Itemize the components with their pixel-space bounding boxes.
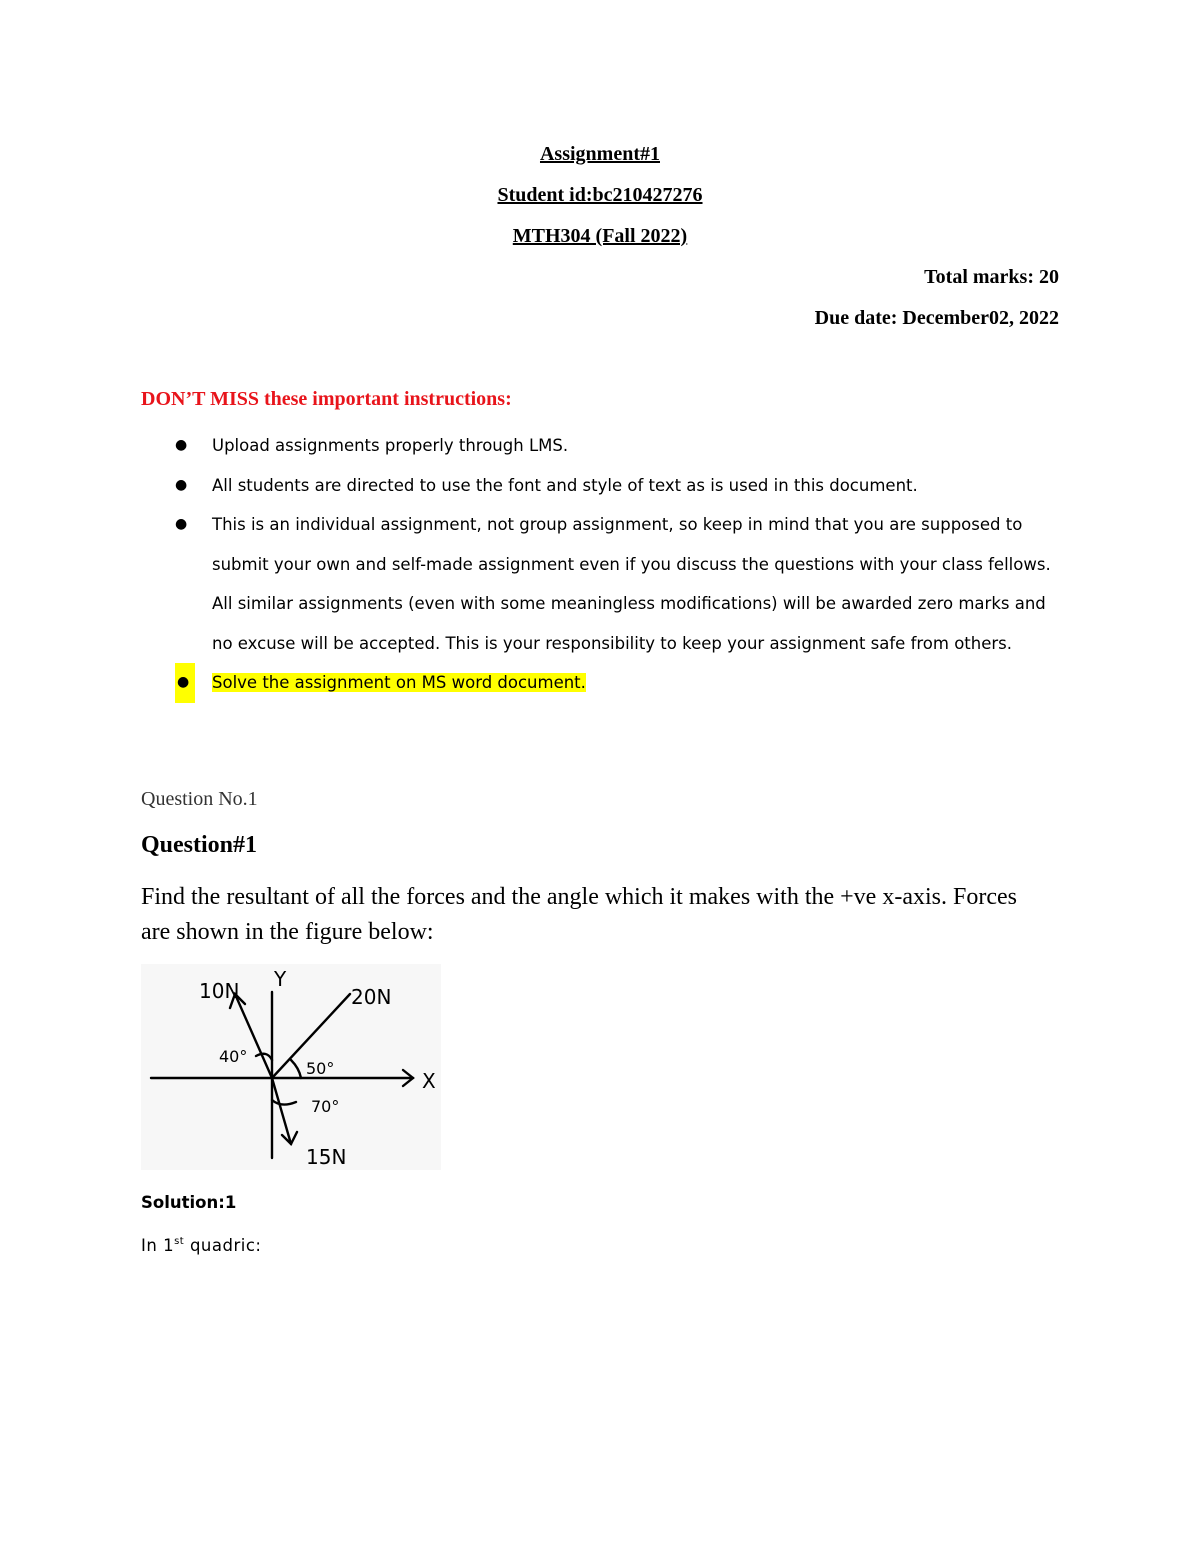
solution-line-prefix: In 1 bbox=[141, 1236, 175, 1255]
instruction-item bbox=[141, 426, 1061, 466]
instruction-item bbox=[141, 466, 1061, 506]
angle-label-50: 50° bbox=[306, 1059, 335, 1078]
bullet-icon: ● bbox=[175, 516, 188, 532]
solution-line-suffix: quadric: bbox=[184, 1236, 262, 1255]
due-date: Due date: December02, 2022 bbox=[814, 307, 1059, 329]
course-code: MTH304 (Fall 2022) bbox=[512, 225, 688, 247]
instruction-item bbox=[141, 505, 1061, 663]
instruction-text: This is an individual assignment, not group assignment, so keep in mind that you are supposed to submit your own and self-made assignment even if you discuss the questions with your class fellows. All similar assignments (even with some meaningless modifications) will be awarded zero marks and no excuse will be accepted. This is your responsibility to keep your assignment safe from others. bbox=[212, 515, 1051, 653]
angle-arc-70 bbox=[272, 1100, 296, 1105]
question-title: Question#1 bbox=[141, 832, 258, 858]
solution-line-sup: st bbox=[174, 1236, 185, 1247]
x-axis-label: X bbox=[422, 1069, 436, 1093]
question-text: Find the resultant of all the forces and the angle which it makes with the +ve x-axis. Forces are shown in the figure below: bbox=[141, 884, 1017, 945]
bullet-icon: ● bbox=[175, 476, 188, 493]
angle-label-40: 40° bbox=[219, 1047, 248, 1066]
instruction-text: Solve the assignment on MS word document. bbox=[212, 673, 586, 692]
bullet-icon: ● bbox=[175, 437, 188, 453]
instruction-text: All students are directed to use the font and style of text as is used in this document. bbox=[212, 475, 918, 495]
instructions-heading: DON’T MISS these important instructions: bbox=[141, 388, 512, 410]
assignment-title: Assignment#1 bbox=[539, 143, 660, 165]
angle-arc-50 bbox=[291, 1060, 301, 1078]
angle-label-70: 70° bbox=[311, 1097, 340, 1116]
solution-line bbox=[141, 1236, 261, 1255]
y-axis-label: Y bbox=[274, 967, 287, 991]
bullet-icon: ● bbox=[175, 663, 195, 703]
force-label-20n: 20N bbox=[351, 985, 392, 1009]
solution-title: Solution:1 bbox=[141, 1193, 237, 1212]
force-label-15n: 15N bbox=[306, 1145, 347, 1169]
force-label-10n: 10N bbox=[199, 979, 240, 1003]
student-id: Student id:bc210427276 bbox=[497, 184, 703, 206]
total-marks: Total marks: 20 bbox=[924, 266, 1059, 288]
instructions-list bbox=[141, 426, 1061, 703]
question-number-label: Question No.1 bbox=[141, 788, 258, 810]
instruction-item-highlighted bbox=[141, 663, 1061, 703]
instruction-text: Upload assignments properly through LMS. bbox=[212, 436, 569, 455]
force-diagram bbox=[141, 964, 441, 1170]
